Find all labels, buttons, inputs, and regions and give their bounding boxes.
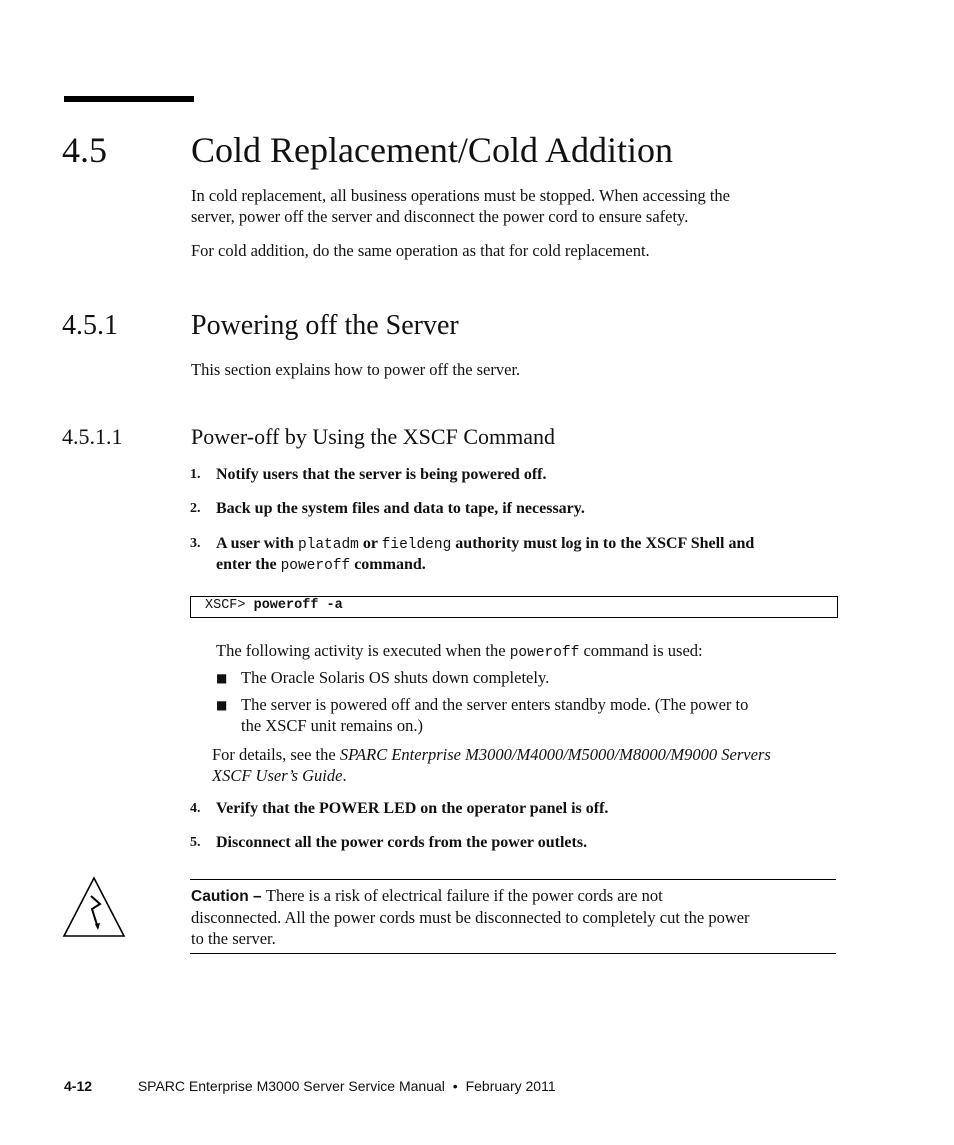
step-2-text: Back up the system files and data to tape, if necessary. <box>216 500 585 517</box>
page-footer <box>64 1078 556 1094</box>
guide-title: SPARC Enterprise M3000/M4000/M5000/M8000/M9000 Servers <box>339 745 771 764</box>
step-number: 1. <box>190 467 201 482</box>
caution-bottom-rule <box>190 953 836 954</box>
caution-top-rule <box>190 879 836 880</box>
electrical-hazard-icon <box>62 876 126 938</box>
activity-lead: The following activity is executed when the poweroff command is used: <box>216 641 703 661</box>
guide-title: XSCF User’s Guide <box>212 766 343 785</box>
subsubsection-title: Power-off by Using the XSCF Command <box>191 424 555 449</box>
page-number: 4-12 <box>64 1078 93 1094</box>
footer-separator: • <box>452 1078 458 1094</box>
caution-label: Caution – <box>191 888 266 905</box>
step-3-text: A user with platadm or fieldeng authority must log in to the XSCF Shell and enter the poweroff command. <box>216 535 755 574</box>
section-title: Cold Replacement/Cold Addition <box>191 130 673 170</box>
subsection-intro: This section explains how to power off the server. <box>191 360 521 379</box>
publication-date: February 2011 <box>465 1078 556 1094</box>
step-5-text: Disconnect all the power cords from the power outlets. <box>216 834 588 851</box>
section-number: 4.5 <box>62 130 107 170</box>
inline-code: poweroff <box>509 645 580 661</box>
manual-title: SPARC Enterprise M3000 Server Service Manual <box>137 1078 445 1094</box>
code-prompt: XSCF> <box>205 598 254 613</box>
section-paragraph-2: For cold addition, do the same operation as that for cold replacement. <box>191 241 650 260</box>
step-number: 3. <box>190 536 201 551</box>
bullet-item-1: The Oracle Solaris OS shuts down completely. <box>241 668 550 687</box>
inline-code: platadm <box>297 537 359 553</box>
bullet-icon: ■ <box>216 671 228 685</box>
code-line <box>205 598 343 613</box>
step-number: 2. <box>190 501 201 516</box>
subsubsection-number: 4.5.1.1 <box>62 424 123 449</box>
caution-note: Caution – There is a risk of electrical failure if the power cords are not disconnected. All the power cords must be disconnected to completely cut the power to the server. <box>191 886 750 948</box>
bullet-icon: ■ <box>216 698 228 712</box>
inline-code: fieldeng <box>381 537 452 553</box>
details-reference: For details, see the SPARC Enterprise M3000/M4000/M5000/M8000/M9000 Servers XSCF User’s Guide. <box>212 745 771 785</box>
step-number: 5. <box>190 835 201 850</box>
code-example-box <box>190 596 838 618</box>
step-1-text: Notify users that the server is being powered off. <box>216 466 547 483</box>
inline-code: poweroff <box>280 558 351 574</box>
bullet-item-2: The server is powered off and the server enters standby mode. (The power to the XSCF unit remains on.) <box>241 695 749 735</box>
step-number: 4. <box>190 801 201 816</box>
step-4-text: Verify that the POWER LED on the operator panel is off. <box>216 800 609 817</box>
section-top-rule <box>64 96 194 102</box>
subsection-title: Powering off the Server <box>191 310 459 341</box>
subsection-number: 4.5.1 <box>62 310 118 341</box>
section-paragraph-1: In cold replacement, all business operations must be stopped. When accessing the server, power off the server and disconnect the power cord to ensure safety. <box>191 186 731 226</box>
code-command: poweroff -a <box>253 598 343 613</box>
